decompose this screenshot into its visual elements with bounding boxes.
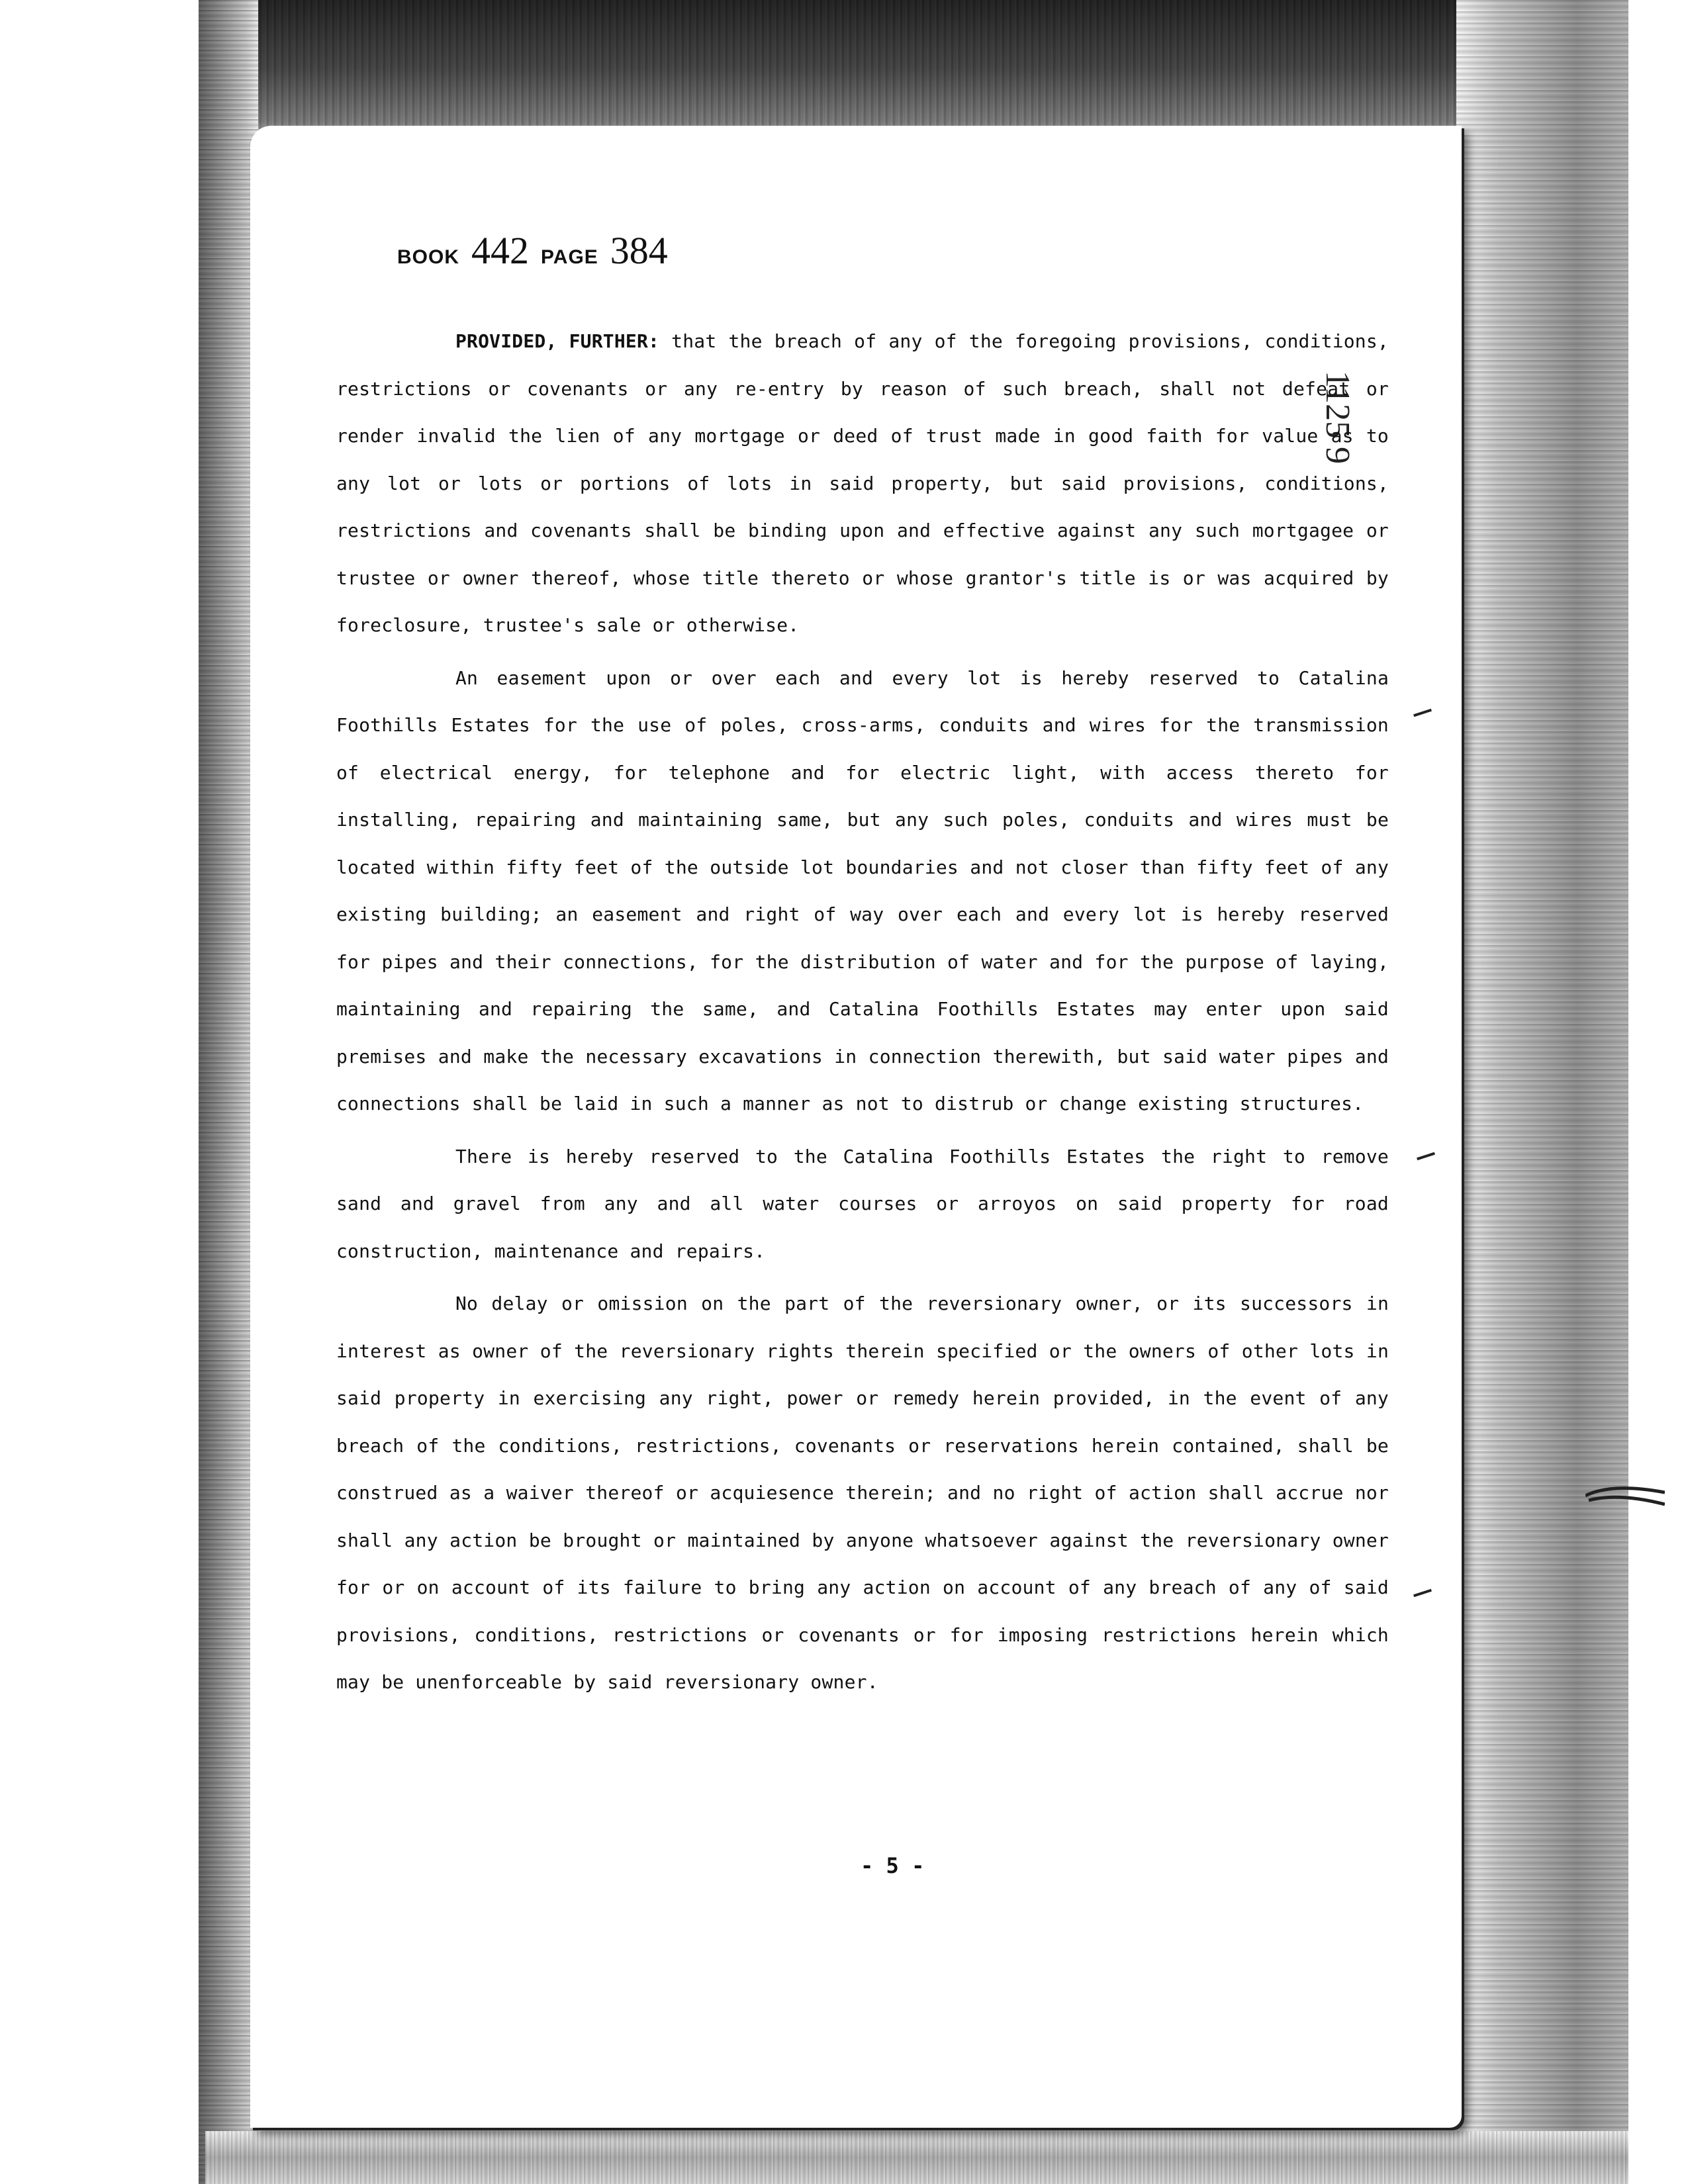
paragraph-lead: PROVIDED, FURTHER: bbox=[455, 330, 660, 352]
book-number: 442 bbox=[471, 229, 529, 272]
page-number-header: 384 bbox=[610, 229, 668, 272]
scan-shadow-bottom bbox=[205, 2131, 1628, 2184]
paragraph-easement bbox=[336, 655, 1389, 1128]
scan-shadow-left bbox=[199, 0, 258, 2184]
book-page-reference bbox=[397, 228, 668, 273]
paragraph-no-delay bbox=[336, 1280, 1389, 1706]
paragraph-provided-further bbox=[336, 318, 1389, 649]
document-body bbox=[336, 318, 1389, 1711]
paragraph-sand-gravel bbox=[336, 1133, 1389, 1275]
paragraph-text: that the breach of any of the foregoing provisions, conditions, restrictions or covenants or any re-entry by reason of such breach, shall not defeat or render invalid the lien of any mortgage or deed of trust made in good faith for value as to any lot or lots or portions of lots in said property, but said provisions, conditions, restrictions and covenants shall be binding upon and effective against any such mortgagee or trustee or owner thereof, whose title thereto or whose grantor's title is or was acquired by foreclosure, trustee's sale or otherwise. bbox=[336, 330, 1389, 636]
scan-shadow-right bbox=[1456, 0, 1628, 2184]
paragraph-text: An easement upon or over each and every lot is hereby reserved to Catalina Foothills Estates for the use of poles, cross-arms, conduits and wires for the transmission of electrical energy, for telephone and for electric light, with access thereto for installing, repairing and maintaining same, but any such poles, conduits and wires must be located within fifty feet of the outside lot boundaries and not closer than fifty feet of any existing building; an easement and right of way over each and every lot is hereby reserved for pipes and their connections, for the distribution of water and for the purpose of laying, maintaining and repairing the same, and Catalina Foothills Estates may enter upon said premises and make the necessary excavations in connection therewith, but said water pipes and connections shall be laid in such a manner as not to distrub or change existing structures. bbox=[336, 666, 1389, 1115]
margin-handwritten-number: 1125 9 bbox=[1319, 371, 1356, 465]
staple-mark-icon bbox=[1585, 1479, 1665, 1512]
paragraph-text: No delay or omission on the part of the reversionary owner, or its successors in interest as owner of the reversionary rights therein specified or the owners of other lots in said property in exercising any right, power or remedy herein provided, in the event of any breach of the conditions, restrictions, covenants or reservations herein contained, shall be construed as a waiver thereof or acquiesence therein; and no right of action shall accrue nor shall any action be brought or maintained by anyone whatsoever against the reversionary owner for or on account of its failure to bring any action on account of any breach of any of said provisions, conditions, restrictions or covenants or for imposing restrictions herein which may be unenforceable by said reversionary owner. bbox=[336, 1293, 1389, 1693]
page-label: PAGE bbox=[541, 246, 598, 268]
paragraph-text: There is hereby reserved to the Catalina Foothills Estates the right to remove sand and gravel from any and all water courses or arroyos on said property for road construction, maintenance and repairs. bbox=[336, 1145, 1389, 1262]
page-number-footer: - 5 - bbox=[861, 1853, 925, 1878]
book-label: BOOK bbox=[397, 246, 459, 268]
